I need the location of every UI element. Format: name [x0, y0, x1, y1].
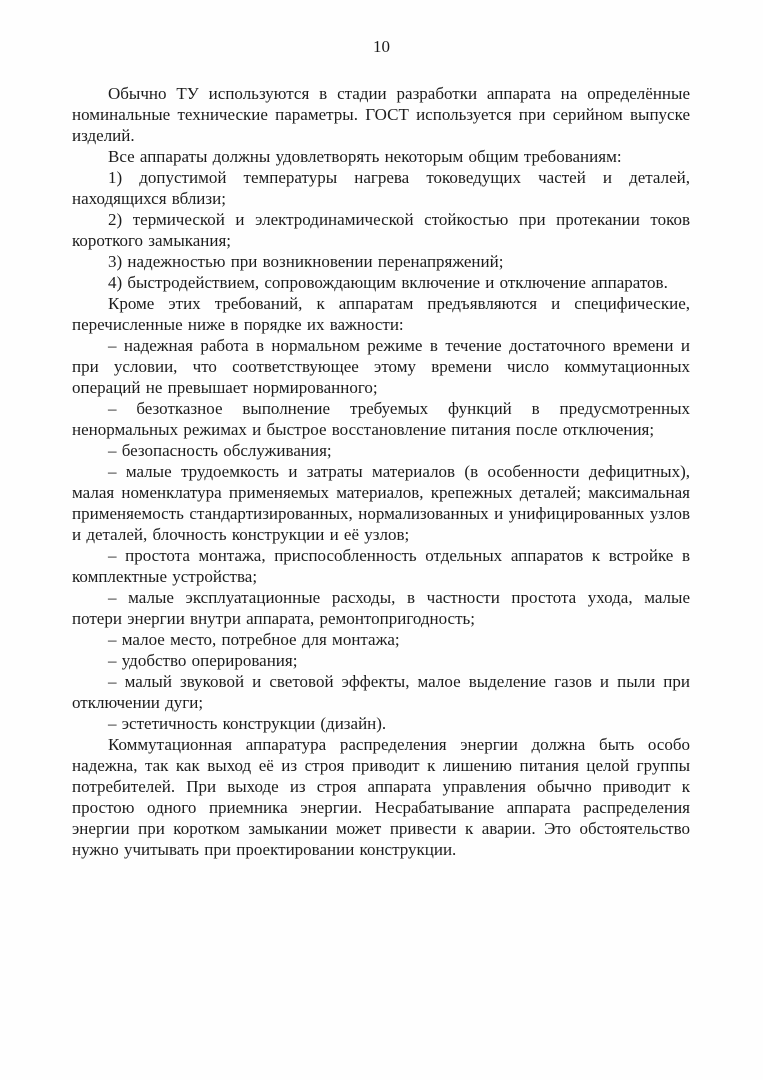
paragraph: – малое место, потребное для монтажа; — [108, 630, 400, 649]
paragraph: – безотказное выполнение требуемых функций в предусмотренных ненормальных режимах и быстрое восстановление питания после отключения; — [72, 399, 690, 439]
paragraph: – малый звуковой и световой эффекты, малое выделение газов и пыли при отключении дуги; — [72, 672, 690, 712]
paragraph: – эстетичность конструкции (дизайн). — [108, 714, 387, 733]
paragraph: Обычно ТУ используются в стадии разработки аппарата на определённые номинальные технические параметры. ГОСТ используется при серийном выпуске изделий. — [72, 84, 690, 145]
paragraph: 1) допустимой температуры нагрева токоведущих частей и деталей, находящихся вблизи; — [72, 168, 690, 208]
paragraph: Коммутационная аппаратура распределения энергии должна быть особо надежна, так как выход её из строя приводит к лишению питания целой группы потребителей. При выходе из строя аппарата управления обычно приводит к простою одного приемника энергии. Несрабатывание аппарата распределения энергии при коротком замыкании может привести к аварии. Это обстоятельство нужно учитывать при проектировании конструкции. — [72, 735, 690, 859]
paragraph: – безопасность обслуживания; — [108, 441, 332, 460]
paragraph: – простота монтажа, приспособленность отдельных аппаратов к встройке в комплектные устройства; — [72, 546, 690, 586]
paragraph: – малые трудоемкость и затраты материалов (в особенности дефицитных), малая номенклатура применяемых материалов, крепежных деталей; максимальная применяемость стандартизированных, нормализованных и унифицированных узлов и деталей, блочность конструкции и её узлов; — [72, 462, 690, 544]
paragraph: 3) надежностью при возникновении перенапряжений; — [108, 252, 504, 271]
paragraph: – малые эксплуатационные расходы, в частности простота ухода, малые потери энергии внутри аппарата, ремонтопригодность; — [72, 588, 690, 628]
paragraph: 4) быстродействием, сопровождающим включение и отключение аппаратов. — [108, 273, 668, 292]
paragraph: 2) термической и электродинамической стойкостью при протекании токов короткого замыкания; — [72, 210, 690, 250]
body-text — [72, 83, 690, 860]
paragraph: Кроме этих требований, к аппаратам предъявляются и специфические, перечисленные ниже в порядке их важности: — [72, 294, 690, 334]
page-number: 10 — [373, 37, 390, 56]
paragraph: Все аппараты должны удовлетворять некоторым общим требованиям: — [108, 147, 622, 166]
paragraph: – надежная работа в нормальном режиме в течение достаточного времени и при условии, что соответствующее этому времени число коммутационных операций не превышает нормированного; — [72, 336, 690, 397]
paragraph: – удобство оперирования; — [108, 651, 298, 670]
